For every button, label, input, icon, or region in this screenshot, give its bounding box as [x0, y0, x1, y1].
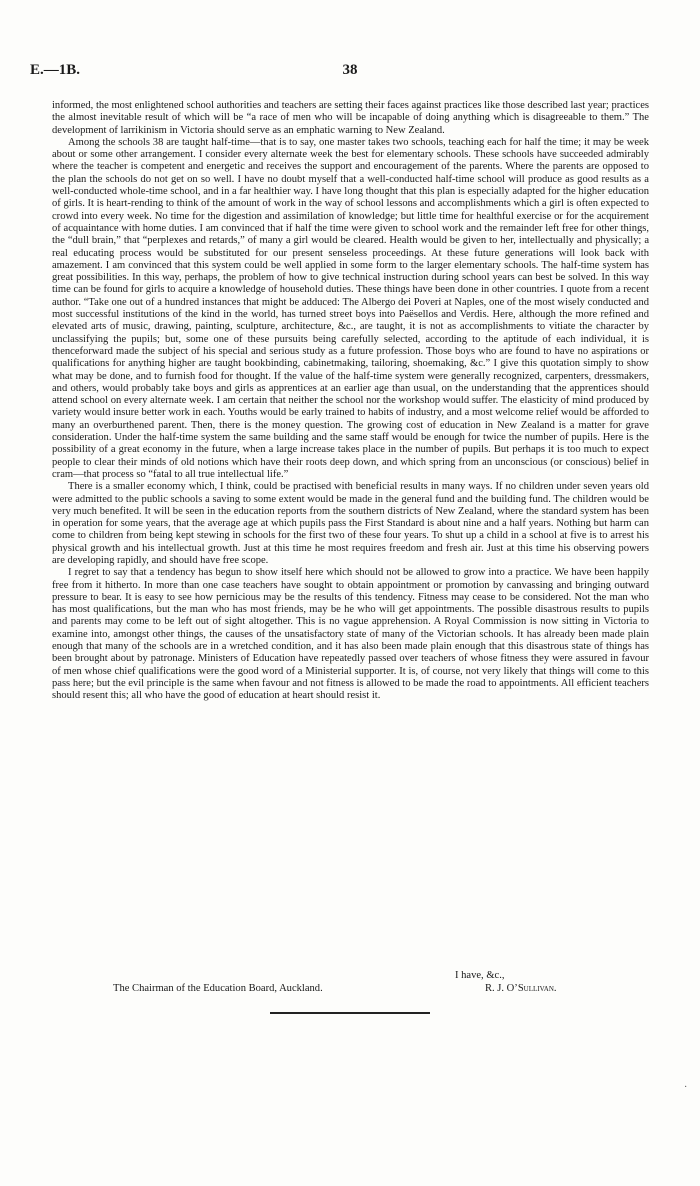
- report-reference: E.—1B.: [30, 62, 81, 78]
- paragraph: There is a smaller economy which, I think, could be practised with beneficial results in many ways. If no children under seven years old were admitted to the public schools a saving to some extent would be made in the general fund and the building fund. The children would be very much benefited. It will be seen in the education reports from the southern districts of New Zealand, where the standard system has been in operation for some years, that the average age at which pupils pass the First Standard is about nine and a half years. Nothing but harm can come to children from being kept stewing in schools for the first two of these four years. To shut up a child in a school at five is to arrest his physical growth and his intellectual growth. Just at this time he most requires freedom and fresh air. Just at this time his observing powers are developing rapidly, and should have free scope.: [52, 481, 649, 566]
- paragraph: Among the schools 38 are taught half-time—that is to say, one master takes two schools, teaching each for half the time; it may be week about or some other arrangement. I consider every alternate week the best for elementary schools. These schools have succeeded admirably where the teacher is competent and energetic and receives the support and encouragement of the parents. Where the parents are opposed to the plan the schools do not get on so well. I have no doubt myself that a well-conducted half-time school will produce as good results as a well-conducted whole-time school, and in a far healthier way. I have long thought that this plan is especially adapted for the higher education of girls. It is heart-rending to think of the amount of work in the way of school lessons and accomplishments which a girl is often expected to crowd into every week. No time for the digestion and assimilation of knowledge; but little time for healthful exercise or for the acquirement of acquaintance with home duties. I am convinced that if half the time were given to school work and the remainder left free for other things, the “dull brain,” that “perplexes and retards,” of many a girl would be cleared. Health would be given to her, intellectually and physically; a real educating process would be substituted for our present senseless proceedings. At these future generations will look back with amazement. I am convinced that this system could be well applied in some form to the larger elementary schools. The half-time system has great possibilities. In this way, perhaps, the problem of how to give technical instruction during school years can best be solved. In this way time can be found for girls to acquire a knowledge of household duties. These things have been done in other countries. I quote from a recent author. “Take one out of a hundred instances that might be adduced: The Albergo dei Poveri at Naples, one of the most wisely conducted and most successful institutions of the kind in the world, has turned street boys into Paësellos and Verdis. Here, although the more refined and elevated arts of music, drawing, painting, sculpture, architecture, &c., are taught, it is not as accomplishments to vitiate the character by unclassifying the pupils; but, some one of these pursuits being carefully selected, according to the aptitude of each individual, it is thenceforward made the subject of his special and serious study as a future profession. Those boys who are found to have no aspirations or qualifications for anything higher are taught bookbinding, cabinetmaking, tailoring, shoemaking, &c.” I give this quotation simply to show what may be done, and to furnish food for thought. If the value of the half-time system were generally recognized, carpenters, dressmakers, and others, would probably take boys and girls as apprentices at an earlier age than usual, on the understanding that the apprentices should attend school on every alternate week. I am certain that neither the school nor the workshop would suffer. The elasticity of mind produced by variety would insure better work in each. Youths would be early trained to habits of industry, and a most welcome relief would be afforded to many an overburthened parent. Then, there is the money question. The growing cost of education in New Zealand is a matter for grave consideration. Under the half-time system the same building and the same staff would be enough for twice the number of pupils. Here is the possibility of a great economy in the future, when a large increase takes place in the number of pupils. But perhaps it is too much to expect people to clear their minds of old notions which have their roots deep down, and which spring from an unconscious (or conscious) belief in cram—that process so “fatal to all true intellectual life.”: [52, 136, 649, 480]
- complimentary-close: I have, &c.,: [455, 970, 505, 981]
- page-header: [30, 62, 670, 82]
- signature: R. J. O’Sullivan.: [485, 983, 557, 994]
- page-number: 38: [342, 62, 358, 78]
- paragraph: informed, the most enlightened school authorities and teachers are setting their faces against practices like those described last year; practices the almost inevitable result of which will be “a race of men who will be incapable of doing anything which is disagreeable to them.” The development of larrikinism in Victoria should serve as an emphatic warning to New Zealand.: [52, 100, 649, 136]
- end-rule: [270, 1012, 430, 1014]
- addressee-line: The Chairman of the Education Board, Auckland.: [113, 983, 323, 994]
- body-text: [52, 100, 649, 703]
- paragraph: I regret to say that a tendency has begun to show itself here which should not be allowed to grow into a practice. We have been happily free from it hitherto. In more than one case teachers have sought to obtain appointment or promotion by canvassing and bringing outward pressure to bear. It is easy to see how pernicious may be the results of this tendency. Fitness may cease to be considered. Not the man who has most qualifications, but the man who has most friends, may be he who will get appointments. The possible disastrous results to pupils and parents may come to be left out of sight altogether. This is no vague apprehension. A Royal Commission is now sitting in Victoria to examine into, amongst other things, the causes of the unsatisfactory state of many of the Victorian schools. It has already been made plain enough that many of the schools are in a wretched condition, and it has also been made plain enough that this disastrous state of things has been brought about by patronage. Ministers of Education have repeatedly passed over teachers of whose fitness they were assured in favour of men whose chief qualifications were the good word of a Ministerial supporter. It is, of course, not very likely that things will come to this pass here; but the evil principle is the same when favour and not fitness is allowed to be made the road to appointments. All efficient teachers should resent this; all who have the good of education at heart should resist it.: [52, 567, 649, 702]
- margin-mark: ·: [684, 1082, 688, 1093]
